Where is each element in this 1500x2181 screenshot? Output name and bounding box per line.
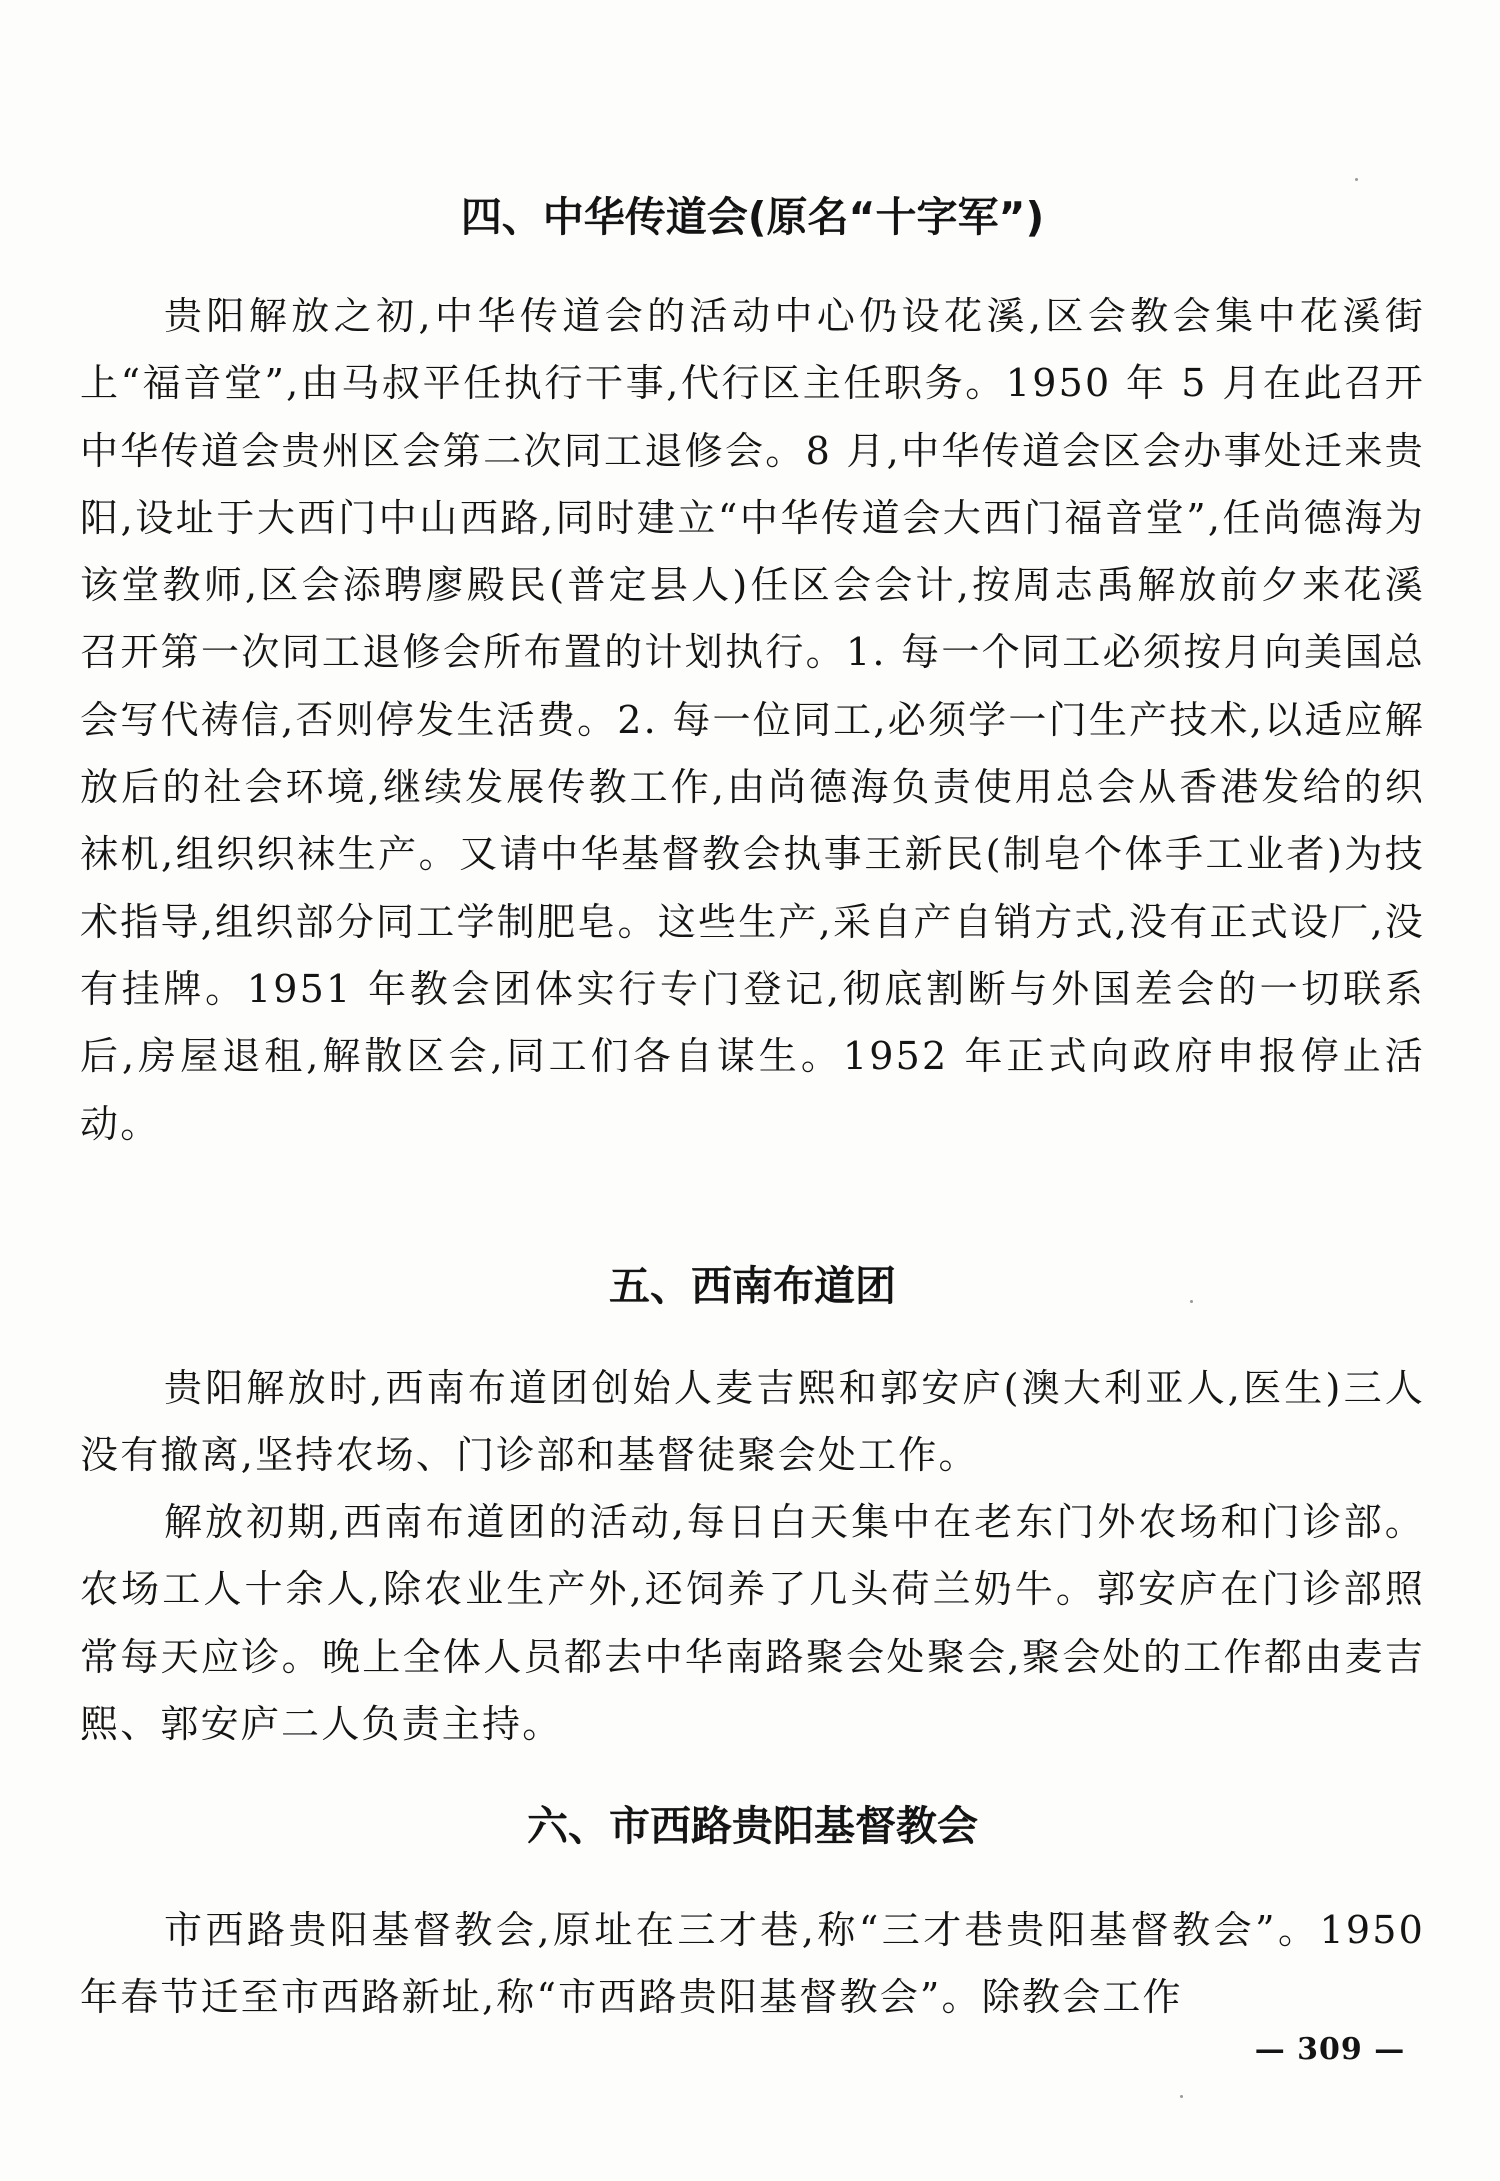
section-5-paragraph-1: 贵阳解放时,西南布道团创始人麦吉熙和郭安庐(澳大利亚人,医生)三人没有撤离,坚持农场、门诊部和基督徒聚会处工作。 [80, 1366, 1425, 1478]
page-number: — 309 — [1254, 2032, 1406, 2067]
scan-speck [1190, 1300, 1193, 1303]
scan-speck [1355, 178, 1358, 181]
section-5-paragraph-2: 解放初期,西南布道团的活动,每日白天集中在老东门外农场和门诊部。农场工人十余人,除农业生产外,还饲养了几头荷兰奶牛。郭安庐在门诊部照常每天应诊。晚上全体人员都去中华南路聚会处聚会,聚会处的工作都由麦吉熙、郭安庐二人负责主持。 [80, 1500, 1425, 1746]
section-heading-4: 四、中华传道会(原名“十字军”) [460, 193, 1045, 241]
scan-speck [1180, 2095, 1183, 2098]
section-6-paragraph: 市西路贵阳基督教会,原址在三才巷,称“三才巷贵阳基督教会”。1950 年春节迁至市西路新址,称“市西路贵阳基督教会”。除教会工作 [80, 1908, 1425, 2020]
section-heading-5: 五、西南布道团 [609, 1262, 896, 1310]
section-heading-6: 六、市西路贵阳基督教会 [527, 1802, 978, 1850]
section-4-paragraph: 贵阳解放之初,中华传道会的活动中心仍设花溪,区会教会集中花溪街上“福音堂”,由马叔平任执行干事,代行区主任职务。1950 年 5 月在此召开中华传道会贵州区会第二次同工退修会。8 月,中华传道会区会办事处迁来贵阳,设址于大西门中山西路,同时建立“中华传道会大西门福音堂”,任尚德海为该堂教师,区会添聘廖殿民(普定县人)任区会会计,按周志禹解放前夕来花溪召开第一次同工退修会所布置的计划执行。1. 每一个同工必须按月向美国总会写代祷信,否则停发生活费。2. 每一位同工,必须学一门生产技术,以适应解放后的社会环境,继续发展传教工作,由尚德海负责使用总会从香港发给的织袜机,组织织袜生产。又请中华基督教会执事王新民(制皂个体手工业者)为技术指导,组织部分同工学制肥皂。这些生产,采自产自销方式,没有正式设厂,没有挂牌。1951 年教会团体实行专门登记,彻底割断与外国差会的一切联系后,房屋退租,解散区会,同工们各自谋生。1952 年正式向政府申报停止活动。 [80, 294, 1425, 1146]
